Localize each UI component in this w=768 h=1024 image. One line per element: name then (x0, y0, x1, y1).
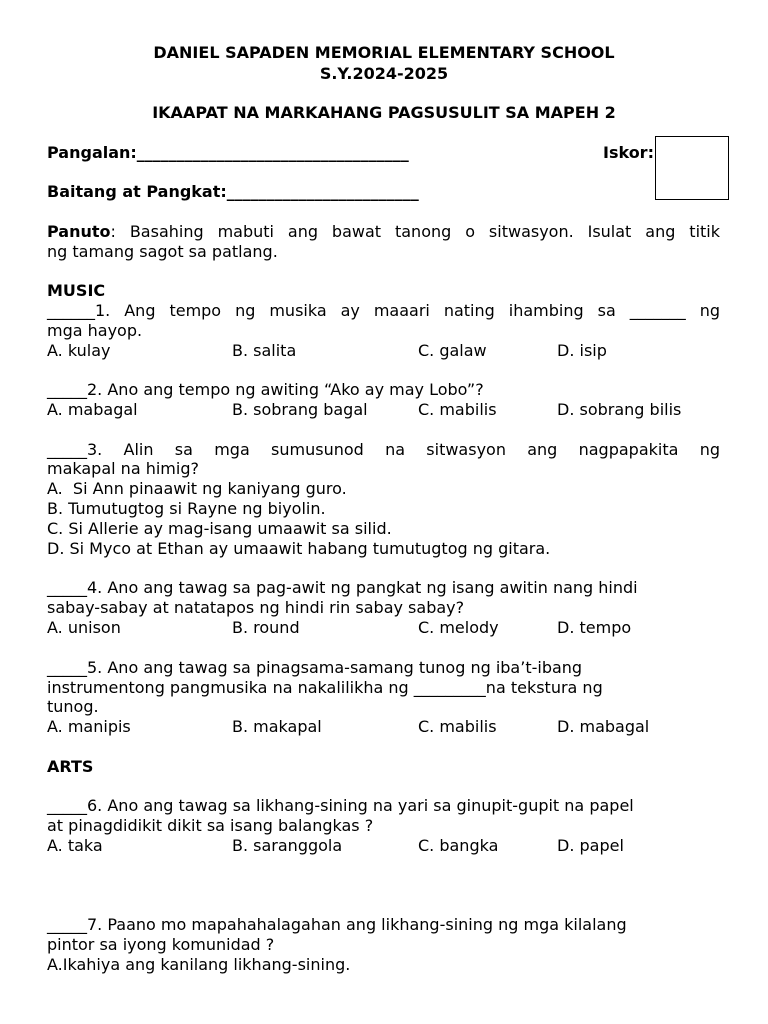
exam-title: IKAAPAT NA MARKAHANG PAGSUSULIT SA MAPEH 2 (152, 103, 616, 122)
question-6-option-b: B. saranggola (232, 836, 343, 855)
question-2-option-a: A. mabagal (47, 400, 138, 419)
question-4-text: _____4. Ano ang tawag sa pag-awit ng pangkat ng isang awitin nang hindi (47, 578, 638, 597)
question-6-text: _____6. Ano ang tawag sa likhang-sining na yari sa ginupit-gupit na papel (47, 796, 634, 815)
question-1-option-c: C. galaw (418, 341, 487, 360)
question-6-text-cont: at pinagdidikit dikit sa isang balangkas ? (47, 816, 374, 835)
instructions (47, 222, 720, 242)
grade-section-field-label: Baitang at Pangkat:________________________ (47, 182, 419, 201)
question-5-text-cont: instrumentong pangmusika na nakalilikha ng _________na tekstura ng (47, 678, 603, 697)
question-7-text: _____7. Paano mo mapahahalagahan ang likhang-sining ng mga kilalang (47, 915, 627, 934)
question-2-text: _____2. Ano ang tempo ng awiting “Ako ay may Lobo”? (47, 380, 484, 399)
question-5-option-b: B. makapal (232, 717, 322, 736)
question-4-option-d: D. tempo (557, 618, 632, 637)
question-3-option-a: A. Si Ann pinaawit ng kaniyang guro. (47, 479, 347, 498)
section-arts-heading: ARTS (47, 757, 94, 776)
score-box (655, 136, 729, 200)
question-3-text-cont: makapal na himig? (47, 459, 199, 478)
question-1-text-cont: mga hayop. (47, 321, 143, 340)
question-4-option-c: C. melody (418, 618, 499, 637)
question-1-option-d: D. isip (557, 341, 607, 360)
instructions-text-2: ng tamang sagot sa patlang. (47, 242, 278, 261)
question-2-option-d: D. sobrang bilis (557, 400, 682, 419)
question-4-option-a: A. unison (47, 618, 121, 637)
question-6-option-c: C. bangka (418, 836, 499, 855)
question-1-option-b: B. salita (232, 341, 297, 360)
school-year: S.Y.2024-2025 (319, 64, 449, 83)
question-5-text-cont-2: tunog. (47, 697, 99, 716)
school-name: DANIEL SAPADEN MEMORIAL ELEMENTARY SCHOOL (153, 43, 615, 62)
question-7-text-cont: pintor sa iyong komunidad ? (47, 935, 275, 954)
question-1-text: ______1. Ang tempo ng musika ay maaari nating ihambing sa _______ ng (47, 301, 720, 320)
question-7-option-a: A.Ikahiya ang kanilang likhang-sining. (47, 955, 351, 974)
question-5-text: _____5. Ano ang tawag sa pinagsama-samang tunog ng iba’t-ibang (47, 658, 583, 677)
question-4-option-b: B. round (232, 618, 300, 637)
question-5-option-a: A. manipis (47, 717, 131, 736)
question-2-option-c: C. mabilis (418, 400, 497, 419)
question-5-option-c: C. mabilis (418, 717, 497, 736)
question-4-text-cont: sabay-sabay at natatapos ng hindi rin sabay sabay? (47, 598, 465, 617)
question-3-option-b: B. Tumutugtog si Rayne ng biyolin. (47, 499, 326, 518)
question-3-option-d: D. Si Myco at Ethan ay umaawit habang tumutugtog ng gitara. (47, 539, 551, 558)
question-5-option-d: D. mabagal (557, 717, 650, 736)
question-1-option-a: A. kulay (47, 341, 111, 360)
question-3-option-c: C. Si Allerie ay mag-isang umaawit sa silid. (47, 519, 392, 538)
question-3-text: _____3. Alin sa mga sumusunod na sitwasyon ang nagpapakita ng (47, 440, 720, 459)
question-2-option-b: B. sobrang bagal (232, 400, 368, 419)
question-6-option-d: D. papel (557, 836, 624, 855)
section-music-heading: MUSIC (47, 281, 106, 300)
score-label: Iskor: (603, 143, 654, 162)
instructions-text-1: : Basahing mabuti ang bawat tanong o sitwasyon. Isulat ang titik (110, 222, 720, 241)
name-field-label: Pangalan:__________________________________ (47, 143, 409, 162)
instructions-label: Panuto (47, 222, 111, 241)
question-6-option-a: A. taka (47, 836, 103, 855)
